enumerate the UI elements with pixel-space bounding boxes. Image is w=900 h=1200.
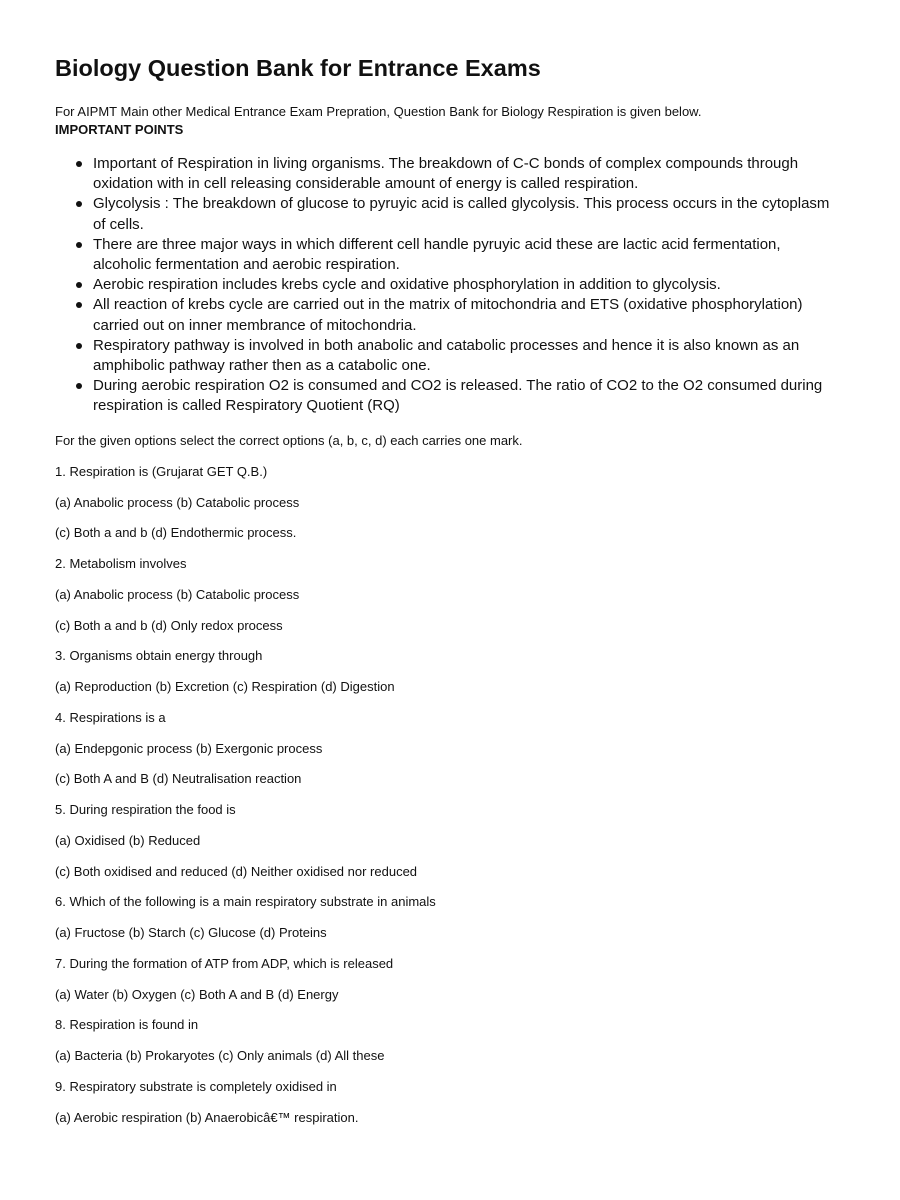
- question-line: 8. Respiration is found in: [55, 1017, 199, 1032]
- point-item: [93, 336, 843, 376]
- question-line: (a) Oxidised (b) Reduced: [55, 833, 201, 848]
- page-title: Biology Question Bank for Entrance Exams: [55, 55, 541, 81]
- instructions-text: For the given options select the correct options (a, b, c, d) each carries one mark.: [55, 433, 523, 448]
- important-points-heading: IMPORTANT POINTS: [55, 122, 184, 137]
- question-line: (a) Anabolic process (b) Catabolic process: [55, 495, 300, 510]
- question-line: 6. Which of the following is a main respiratory substrate in animals: [55, 894, 436, 909]
- point-item: [93, 376, 843, 416]
- bullet-icon: [76, 161, 82, 167]
- question-line: (a) Water (b) Oxygen (c) Both A and B (d) Energy: [55, 987, 339, 1002]
- bullet-icon: [76, 383, 82, 389]
- question-line: 5. During respiration the food is: [55, 802, 236, 817]
- point-text: Respiratory pathway is involved in both anabolic and catabolic processes and hence it is also known as an amphibolic pathway rather then as a catabolic one.: [93, 336, 800, 375]
- question-line: 9. Respiratory substrate is completely oxidised in: [55, 1079, 337, 1094]
- question-line: (a) Bacteria (b) Prokaryotes (c) Only animals (d) All these: [55, 1048, 385, 1063]
- question-line: (a) Reproduction (b) Excretion (c) Respiration (d) Digestion: [55, 679, 395, 694]
- bullet-icon: [76, 343, 82, 349]
- question-line: (a) Aerobic respiration (b) Anaerobicâ€™ respiration.: [55, 1110, 359, 1125]
- point-text: Glycolysis : The breakdown of glucose to pyruyic acid is called glycolysis. This process occurs in the cytoplasm of cells.: [93, 195, 830, 233]
- question-line: (a) Fructose (b) Starch (c) Glucose (d) Proteins: [55, 925, 327, 940]
- question-line: 7. During the formation of ATP from ADP, which is released: [55, 956, 394, 971]
- question-line: 2. Metabolism involves: [55, 556, 187, 571]
- intro-text: For AIPMT Main other Medical Entrance Exam Prepration, Question Bank for Biology Respiration is given below.: [55, 104, 702, 119]
- bullet-icon: [76, 282, 82, 288]
- question-line: 4. Respirations is a: [55, 710, 166, 725]
- point-text: Important of Respiration in living organisms. The breakdown of C-C bonds of complex compounds through oxidation with in cell releasing considerable amount of energy is called respiration.: [93, 155, 799, 193]
- question-line: (a) Endepgonic process (b) Exergonic process: [55, 741, 323, 756]
- question-line: (c) Both a and b (d) Only redox process: [55, 618, 283, 633]
- question-line: (c) Both A and B (d) Neutralisation reaction: [55, 771, 302, 786]
- point-text: During aerobic respiration O2 is consumed and CO2 is released. The ratio of CO2 to the O2 consumed during respiration is called Respiratory Quotient (RQ): [93, 377, 823, 415]
- point-item: [93, 295, 843, 335]
- point-text: There are three major ways in which different cell handle pyruyic acid these are lactic acid fermentation, alcoholic fermentation and aerobic respiration.: [93, 235, 781, 274]
- point-item: [93, 154, 843, 194]
- question-line: (c) Both a and b (d) Endothermic process.: [55, 525, 297, 540]
- question-line: (c) Both oxidised and reduced (d) Neither oxidised nor reduced: [55, 864, 418, 879]
- question-line: 3. Organisms obtain energy through: [55, 648, 263, 663]
- point-item: [93, 275, 843, 295]
- point-text: Aerobic respiration includes krebs cycle and oxidative phosphorylation in addition to glycolysis.: [93, 276, 721, 294]
- point-text: All reaction of krebs cycle are carried out in the matrix of mitochondria and ETS (oxidative phosphorylation) carried out on inner membrance of mitochondria.: [93, 296, 803, 334]
- point-item: [93, 194, 843, 234]
- important-points-list: [55, 154, 843, 417]
- point-item: [93, 235, 843, 275]
- bullet-icon: [76, 201, 82, 207]
- question-line: 1. Respiration is (Grujarat GET Q.B.): [55, 464, 268, 479]
- bullet-icon: [76, 242, 82, 248]
- question-line: (a) Anabolic process (b) Catabolic process: [55, 587, 300, 602]
- bullet-icon: [76, 302, 82, 308]
